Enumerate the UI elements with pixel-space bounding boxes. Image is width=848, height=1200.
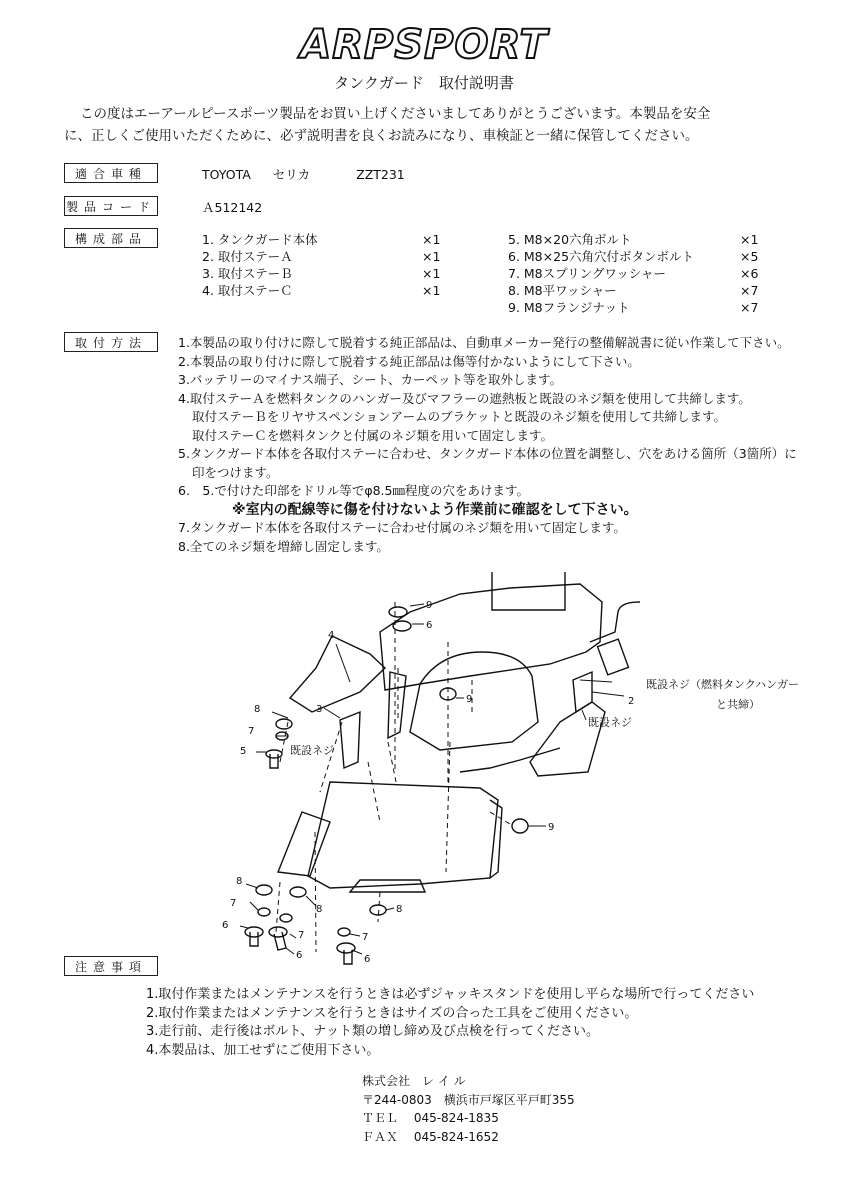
muffler-pipe (590, 602, 640, 642)
stay-c (388, 672, 406, 738)
intro-text (64, 103, 794, 147)
label-install: 取付方法 (64, 332, 158, 352)
arm-pipe (460, 748, 560, 772)
callout-9: 9 (548, 822, 555, 833)
parts-list-right (508, 231, 780, 316)
part-item: 6. M8×25六角穴付ボタンボルト ×5 (508, 249, 759, 264)
callout-7: 7 (230, 898, 237, 909)
label-notes: 注意事項 (64, 956, 158, 976)
part-item: 8. M8平ワッシャー ×7 (508, 283, 759, 298)
callout-9: 9 (466, 694, 473, 705)
part-item: 7. M8スプリングワッシャー ×6 (508, 266, 759, 281)
label-parts: 構成部品 (64, 228, 158, 248)
parts-list-left (202, 231, 462, 299)
callout-9: 9 (426, 600, 433, 611)
callout-7: 7 (362, 932, 369, 943)
guard-fold (278, 812, 330, 876)
existing-bolt-label: 既設ネジ (588, 716, 632, 729)
part-item: 3. 取付ステーＢ ×1 (202, 266, 441, 281)
company-address: 〒244-0803 横浜市戸塚区平戸町355 (362, 1092, 575, 1107)
step-line: 8.全てのネジ類を増締し固定します。 (178, 538, 389, 554)
document-title: タンクガード 取付説明書 (334, 74, 514, 92)
callout-7: 7 (248, 726, 255, 737)
step-line: 1.本製品の取り付けに際して脱着する純正部品は、自動車メーカー発行の整備解説書に従い作業して下さい。 (178, 335, 790, 350)
label-vehicle: 適合車種 (64, 163, 158, 183)
stay-b (340, 712, 360, 768)
note-line: 4.本製品は、加工せずにご使用下さい。 (146, 1042, 380, 1058)
installation-diagram (220, 572, 820, 972)
note-line: 3.走行前、走行後はボルト、ナット類の増し締め及び点検を行ってください。 (146, 1024, 599, 1039)
part-item: 4. 取付ステーＣ ×1 (202, 283, 441, 298)
intro-line: この度はエーアールピースポーツ製品をお買い上げくださいましてありがとうございます。本製品を安全 (80, 106, 711, 122)
step-line: 6. 5.で付けた印部をドリル等でφ8.5㎜程度の穴をあけます。 (178, 483, 529, 498)
existing-bolt-label: 既設ネジ (290, 744, 334, 757)
note-line: 1.取付作業またはメンテナンスを行うときは必ずジャッキスタンドを使用し平らな場所で行ってください (146, 987, 755, 1002)
part-item: 5. M8×20六角ボルト ×1 (508, 232, 759, 247)
step-line: 4.取付ステーＡを燃料タンクのハンガー及びマフラーの遮熱板と既設のネジ類を使用して共締します。 (178, 390, 751, 406)
step-line: 取付ステーＣを燃料タンクと付属のネジ類を用いて固定します。 (192, 427, 554, 443)
fuel-tank-outline (380, 584, 602, 690)
exhaust-tip (598, 639, 629, 675)
step-line: 印をつけます。 (192, 464, 279, 480)
part-item: 2. 取付ステーＡ ×1 (202, 249, 441, 264)
vehicle-model: セリカ (272, 167, 311, 182)
callout-4: 4 (328, 630, 335, 641)
heat-shield (530, 702, 605, 776)
company-fax: ＦＡＸ 045-824-1652 (362, 1129, 499, 1144)
step-line: 3.バッテリーのマイナス端子、シート、カーペット等を取外します。 (178, 372, 563, 387)
vehicle-info (202, 165, 405, 183)
callout-2: 2 (628, 696, 635, 707)
part-item: 1. タンクガード本体 ×1 (202, 232, 441, 247)
label-product-code: 製品コード (64, 196, 158, 216)
company-tel: ＴＥＬ 045-824-1835 (362, 1111, 499, 1125)
tank-bracket (492, 572, 565, 610)
step-line: 取付ステーＢをリヤサスペンションアームのブラケットと既設のネジ類を使用して共締します。 (192, 409, 726, 424)
part-item: 9. M8フランジナット ×7 (508, 300, 759, 315)
callout-8: 8 (396, 904, 403, 915)
brand-logo: ARPSPORT (300, 22, 548, 68)
fastener-group (245, 607, 528, 964)
callout-5: 5 (240, 746, 247, 757)
callout-7: 7 (298, 930, 305, 941)
callout-6: 6 (364, 954, 371, 965)
company-name: 株式会社 レ イ ル (362, 1074, 466, 1088)
step-line: 2.本製品の取り付けに際して脱着する純正部品は傷等付かないようにして下さい。 (178, 353, 640, 369)
existing-bolt-note: と共締） (716, 698, 760, 711)
tank-body (410, 652, 538, 750)
notes-list (146, 986, 836, 1060)
stay-a (573, 672, 592, 712)
existing-bolt-note: 既設ネジ（燃料タンクハンガー (646, 678, 800, 691)
step-warning: ※室内の配線等に傷を付けないよう作業前に確認をして下さい。 (232, 501, 638, 518)
step-line: 5.タンクガード本体を各取付ステーに合わせ、タンクガード本体の位置を調整し、穴をあける箇所（3箇所）に (178, 446, 797, 461)
step-line: 7.タンクガード本体を各取付ステーに合わせ付属のネジ類を用いて固定します。 (178, 520, 626, 535)
callout-6: 6 (426, 620, 433, 631)
callout-6: 6 (222, 920, 229, 931)
callout-8: 8 (236, 876, 243, 887)
vehicle-chassis: ZZT231 (356, 167, 405, 182)
callout-3: 3 (316, 704, 323, 715)
product-code: Ａ512142 (202, 200, 263, 215)
callout-6: 6 (296, 950, 303, 961)
vehicle-make: TOYOTA (202, 167, 251, 182)
callout-8: 8 (254, 704, 261, 715)
note-line: 2.取付作業またはメンテナンスを行うときはサイズの合った工具をご使用ください。 (146, 1005, 638, 1021)
callout-8: 8 (316, 904, 323, 915)
tank-guard-plate (308, 782, 498, 888)
install-steps (178, 334, 818, 556)
company-info (362, 1072, 575, 1146)
intro-line: に、正しくご使用いただくために、必ず説明書を良くお読みになり、車検証と一緒に保管してください。 (64, 128, 699, 144)
